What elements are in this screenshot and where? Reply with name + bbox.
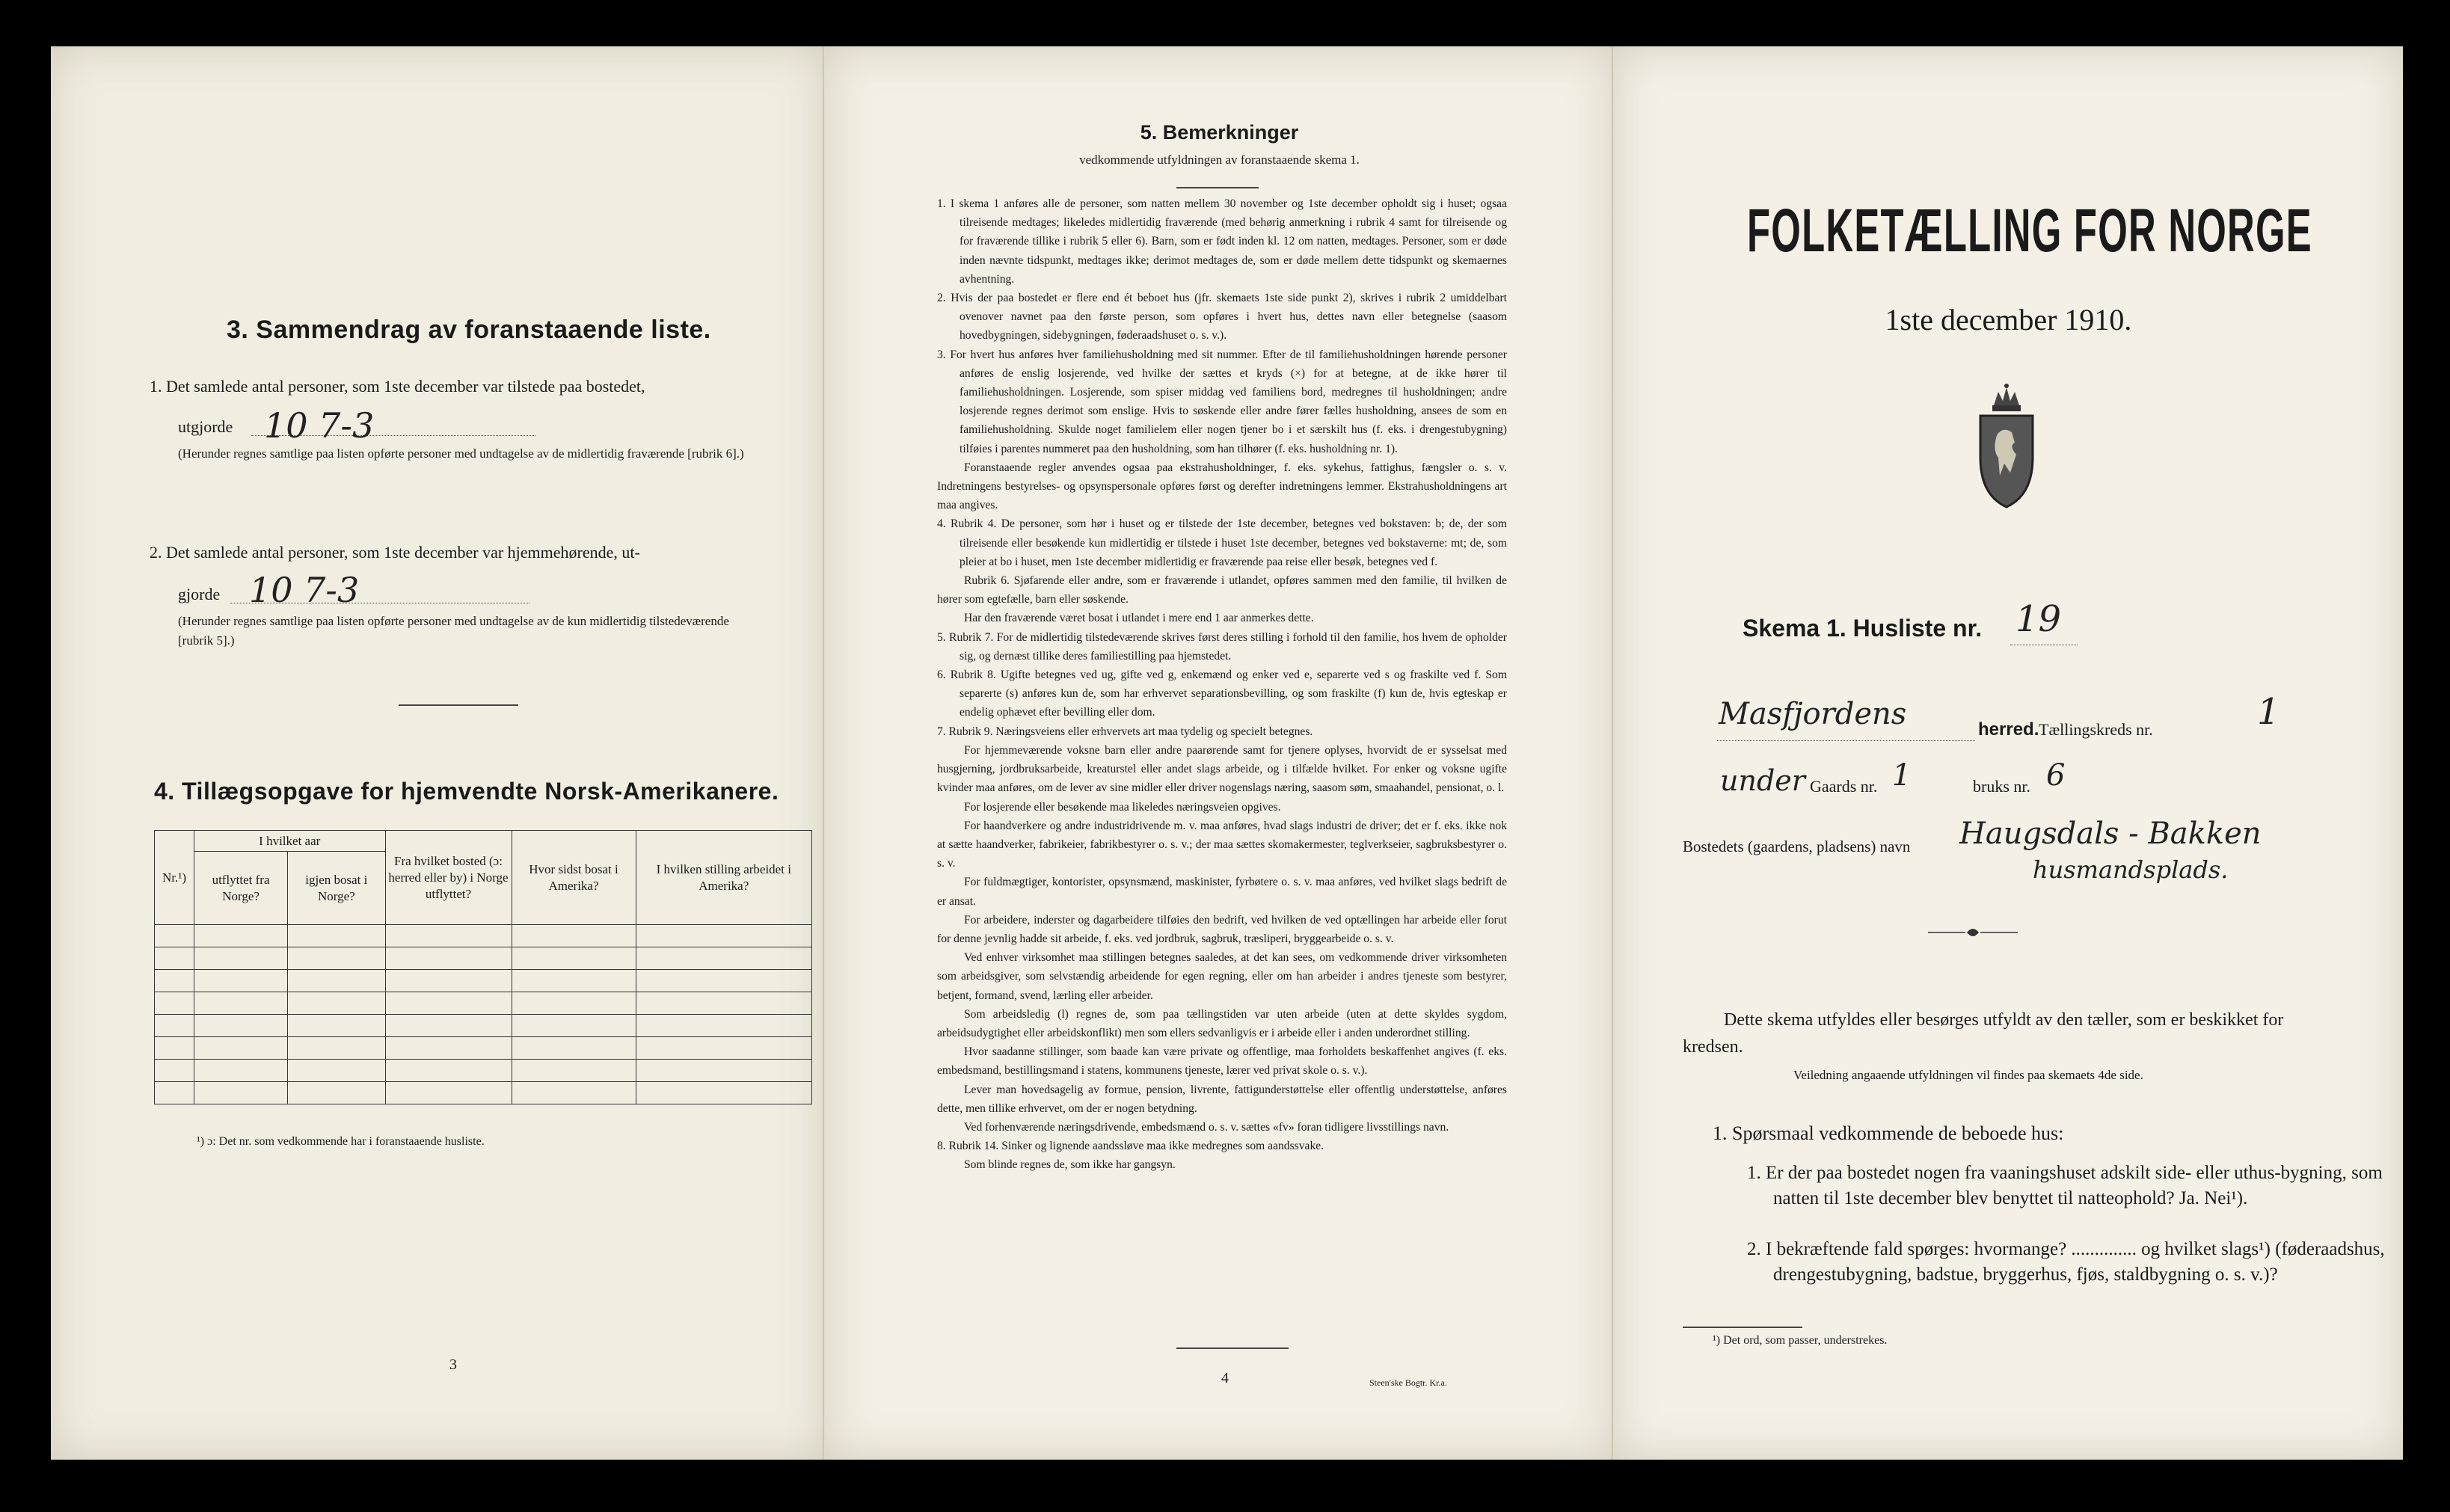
section3-heading: 3. Sammendrag av foranstaaende liste. (227, 316, 711, 344)
remark-paragraph: 4. Rubrik 4. De personer, som hør i huset og er tilstede der 1ste december, betegnes ved bokstaven: b; de, der som tilreisende eller besøkende kun midlertidig er tilstede i huset 1ste december, betegnes ved bokstaverne: mt; de, som pleier at bo i huset, men 1ste december midlertidig er fraværende paa reise eller besøk, betegnes ved f. (937, 517, 1507, 568)
census-date: 1ste december 1910. (1885, 303, 2132, 336)
census-title: FOLKETÆLLING FOR NORGE (1747, 197, 2312, 265)
col-fra-hvilket-bosted: Fra hvilket bosted (ɔ: herred eller by) i Norge utflyttet? (385, 831, 512, 925)
veiledning-text: Veiledning angaaende utfyldningen vil findes paa skemaets 4de side. (1793, 1068, 2143, 1082)
remark-paragraph: 6. Rubrik 8. Ugifte betegnes ved ug, gifte ved g, enkemænd og enker ved e, separerte ved s og fraskilte ved f. Som separerte (s) anføres kun de, som har erhvervet separationsbevilling, og som fraskilte (f) kun de, hvis egteskap er endelig ophævet efter bevilling eller dom. (937, 669, 1507, 719)
remark-paragraph: 2. Hvis der paa bostedet er flere end ét beboet hus (jfr. skemaets 1ste side punkt 2), skrives i rubrik 2 umiddelbart ovenover navnet paa den første person, som opføres i hvert hus, dettes navn eller betegnelse (saasom hovedbygningen, sidebygningen, føderaadshuset o. s. v.). (937, 292, 1507, 342)
handwritten-total-1: 10 7-3 (264, 405, 375, 446)
question-1-2: 2. I bekræftende fald spørges: hvormange? .............. og hvilket slags¹) (føderaadshus, drengestubygning, badstue, bryggerhus, fjøs, staldbygning o. s. v.)? (1747, 1239, 2385, 1285)
col-i-hvilket-aar: I hvilket aar (194, 831, 386, 852)
gaards-handwritten: 1 (1892, 758, 1912, 793)
remark-paragraph: Ved forhenværende næringsdrivende, embedsmænd o. s. v. sættes «fv» foran tidligere livsstillings navn. (964, 1120, 1449, 1134)
handwritten-total-2: 10 7-3 (249, 570, 360, 610)
page-3 (51, 46, 825, 1460)
intro-text: Dette skema utfyldes eller besørges utfyldt av den tæller, som er beskikket for kredsen. (1683, 1010, 2284, 1057)
item1-note: (Herunder regnes samtlige paa listen opførte personer med undtagelse av de midlertidig fraværende [rubrik 6].) (178, 446, 744, 461)
remark-paragraph: Ved enhver virksomhet maa stillingen betegnes saaledes, at det kan sees, om vedkommende driver virksomheten som arbeidsgiver, som selvstændig arbeidende for egen regning, eller om han arbeider i andres tjeneste som bestyrer, betjent, formand, svend, lærling eller arbeider. (937, 951, 1507, 1002)
remark-paragraph: Har den fraværende været bosat i utlandet i mere end 1 aar anmerkes dette. (964, 612, 1314, 625)
table-footnote: ¹) ɔ: Det nr. som vedkommende har i foranstaaende husliste. (197, 1135, 485, 1148)
section4-heading: 4. Tillægsopgave for hjemvendte Norsk-Amerikanere. (154, 778, 779, 805)
bosted-handwritten-1: Haugsdals - Bakken (1959, 817, 2262, 851)
kreds-handwritten: 1 (2257, 691, 2280, 733)
remark-paragraph: 5. Rubrik 7. For de midlertidig tilstedeværende skrives først deres stilling i forhold til den familie, hos hvem de opholder sig, og dernæst tillike deres familiestilling paa hjemstedet. (937, 630, 1507, 663)
page-number-3: 3 (449, 1356, 457, 1373)
question-1-1: 1. Er der paa bostedet nogen fra vaaningshuset adskilt side- eller uthus-bygning, som natten til 1ste december blev benyttet til natteophold? Ja. Nei¹). (1747, 1163, 2383, 1208)
remarks-list (937, 194, 1507, 1175)
page-1 (1614, 46, 2403, 1460)
page-4 (825, 46, 1614, 1460)
remark-paragraph: 1. I skema 1 anføres alle de personer, som natten mellem 30 november og 1ste december opholdt sig i huset; ogsaa tilreisende medtages; likeledes midlertidig fraværende (med behørig anmerkning i rubrik 4 samt for tilreisende og for fraværende tillike i rubrik 5 eller 6). Barn, som er født inden kl. 12 om natten, medtages. Personer, som er døde inden nævnte tidspunkt, medtages ikke; derimot medtages de, som er døde mellem dette tidspunkt og skemaernes avhentning. (937, 197, 1507, 286)
col-hvor-sidst-bosat: Hvor sidst bosat i Amerika? (512, 831, 636, 925)
kreds-label: Tællingskreds nr. (2039, 720, 2153, 739)
page1-footnote: ¹) Det ord, som passer, understrekes. (1713, 1334, 1888, 1347)
remark-paragraph: For fuldmægtiger, kontorister, opsynsmænd, maskinister, fyrbøtere o. s. v. maa anføres, ved hvilket slags bedrift de er ansat. (937, 876, 1507, 908)
herred-handwritten: Masfjordens (1719, 697, 1907, 731)
remarks-subheading: vedkommende utfyldningen av foranstaaende skema 1. (1079, 153, 1360, 167)
divider (1683, 1327, 1802, 1328)
divider (1176, 1347, 1289, 1349)
item2-note: (Herunder regnes samtlige paa listen opførte personer med undtagelse av de kun midlertidig tilstedeværende [rubrik 5].) (178, 614, 729, 648)
col-nr: Nr.¹) (155, 831, 194, 925)
summary-item-2: 2. Det samlede antal personer, som 1ste december var hjemmehørende, ut- (150, 543, 640, 562)
remark-paragraph: For arbeidere, inderster og dagarbeidere tilføies den bedrift, ved hvilken de ved optællingen har arbeide eller forut for denne jevnlig hadde sit arbeide, f. eks. ved jordbruk, sagbruk, træsliperi, bryggearbeide o. s. v. (937, 913, 1507, 945)
remark-paragraph: For haandverkere og andre industridrivende m. v. maa anføres, hvad slags industri de driver; det er f. eks. ikke nok at sætte haandverker, fabrikeier, fabrikbestyrer o. s. v.; der maa sættes skomakermester, teglverkseier, sagbruksbestyrer o. s. v. (937, 819, 1507, 870)
norway-coat-of-arms-icon (1973, 383, 2040, 510)
gaards-label: Gaards nr. (1810, 777, 1878, 796)
remarks-heading: 5. Bemerkninger (1140, 121, 1299, 144)
gjorde-label-2: gjorde (178, 585, 221, 603)
skema-label: Skema 1. Husliste nr. (1743, 615, 1983, 642)
ornament-divider-icon (1928, 925, 2018, 940)
col-stilling: I hvilken stilling arbeidet i Amerika? (636, 831, 812, 925)
remark-paragraph: Hvor saadanne stillinger, som baade kan være private og offentlige, maa forholdets beskaffenhet angives (f. eks. embedsmand, bestillingsmand i statens, kommunens tjeneste, lærer ved privat skole o. s. v.). (937, 1045, 1507, 1078)
under-handwritten: under (1720, 764, 1805, 797)
bruks-label: bruks nr. (1973, 777, 2030, 796)
remark-paragraph: Lever man hovedsagelig av formue, pension, livrente, fattigunderstøttelse eller offentlig understøttelse, anføres dette, men tillike erhvervet, om der er nogen betydning. (937, 1083, 1507, 1115)
remark-paragraph: Foranstaaende regler anvendes ogsaa paa ekstrahusholdninger, f. eks. sykehus, fattighus, fængsler o. s. v. Indretningens bestyrelses- og opsynspersonale opføres først og derefter indretningens lemmer. Ekstrahusholdningens art maa angives. (937, 461, 1507, 512)
summary-item-1: 1. Det samlede antal personer, som 1ste december var tilstede paa bostedet, (150, 377, 645, 396)
bosted-handwritten-2: husmandsplads. (2033, 855, 2229, 884)
herred-label: herred. (1978, 719, 2039, 740)
remark-paragraph: For hjemmeværende voksne barn eller andre paarørende samt for tjenere oplyses, hvorvidt de er sysselsat med husgjerning, jordbruksarbeide, kreaturstel eller andet slags arbeide, og i tilfælde hvilket. For enker og voksne ugifte kvinder maa anføres, om de lever av sine midler eller driver nogenslags næring, saasom søm, smaahandel, pensionat, o. l. (937, 743, 1507, 795)
page-number-4: 4 (1221, 1370, 1229, 1386)
utgjorde-label-1: utgjorde (178, 417, 233, 436)
remark-paragraph: 8. Rubrik 14. Sinker og lignende aandssløve maa ikke medregnes som aandssvake. (937, 1140, 1324, 1153)
remark-paragraph: For losjerende eller besøkende maa likeledes næringsveien opgives. (964, 800, 1281, 814)
printer-mark: Steen'ske Bogtr. Kr.a. (1369, 1377, 1447, 1388)
remark-paragraph: Rubrik 6. Sjøfarende eller andre, som er fraværende i utlandet, opføres sammen med den familie, til hvilken de hører som egtefælle, barn eller søskende. (937, 574, 1507, 606)
husliste-nr-handwritten: 19 (2015, 598, 2062, 640)
remark-paragraph: Som blinde regnes de, som ikke har gangsyn. (964, 1158, 1176, 1172)
col-igjen-bosat: igjen bosat i Norge? (288, 852, 385, 925)
question-1-heading: 1. Spørsmaal vedkommende de beboede hus: (1713, 1122, 2064, 1144)
remark-paragraph: Som arbeidsledig (l) regnes de, som paa tællingstiden var uten arbeide (uten at dette skyldes sygdom, arbeidsudygtighet eller arbeidskonflikt) men som ellers sedvanligvis er i arbeide eller i anden underordnet stilling. (937, 1007, 1507, 1039)
col-utflyttet: utflyttet fra Norge? (194, 852, 288, 925)
remark-paragraph: 7. Rubrik 9. Næringsveiens eller erhvervets art maa tydelig og specielt betegnes. (937, 725, 1313, 738)
norsk-amerikanere-table (154, 830, 812, 1104)
divider (399, 704, 518, 706)
divider (1176, 187, 1259, 188)
bruks-handwritten: 6 (2046, 758, 2066, 793)
bosted-label: Bostedets (gaardens, pladsens) navn (1683, 838, 1911, 855)
remark-paragraph: 3. For hvert hus anføres hver familiehusholdning med sit nummer. Efter de til familiehusholdningen hørende personer anføres de enslig losjerende, ved hvilke der sættes et kryds (×) for at betegne, at de ikke hører til familiehusholdningen. Losjerende, som spiser middag ved familiens bord, medregnes til husholdningen; andre losjerende regnes derimot som enslige. Hvis to søskende eller andre fører fælles husholdning, ansees de som en familiehusholdning. Skulde noget familielem eller nogen tjener bo i et særskilt hus (f. eks. i drengestubygning) tilføies i parentes nummeret paa den husholdning, som han tilhører (f. eks. husholdning nr. 1). (937, 348, 1507, 455)
dotted-line (1717, 740, 1975, 741)
